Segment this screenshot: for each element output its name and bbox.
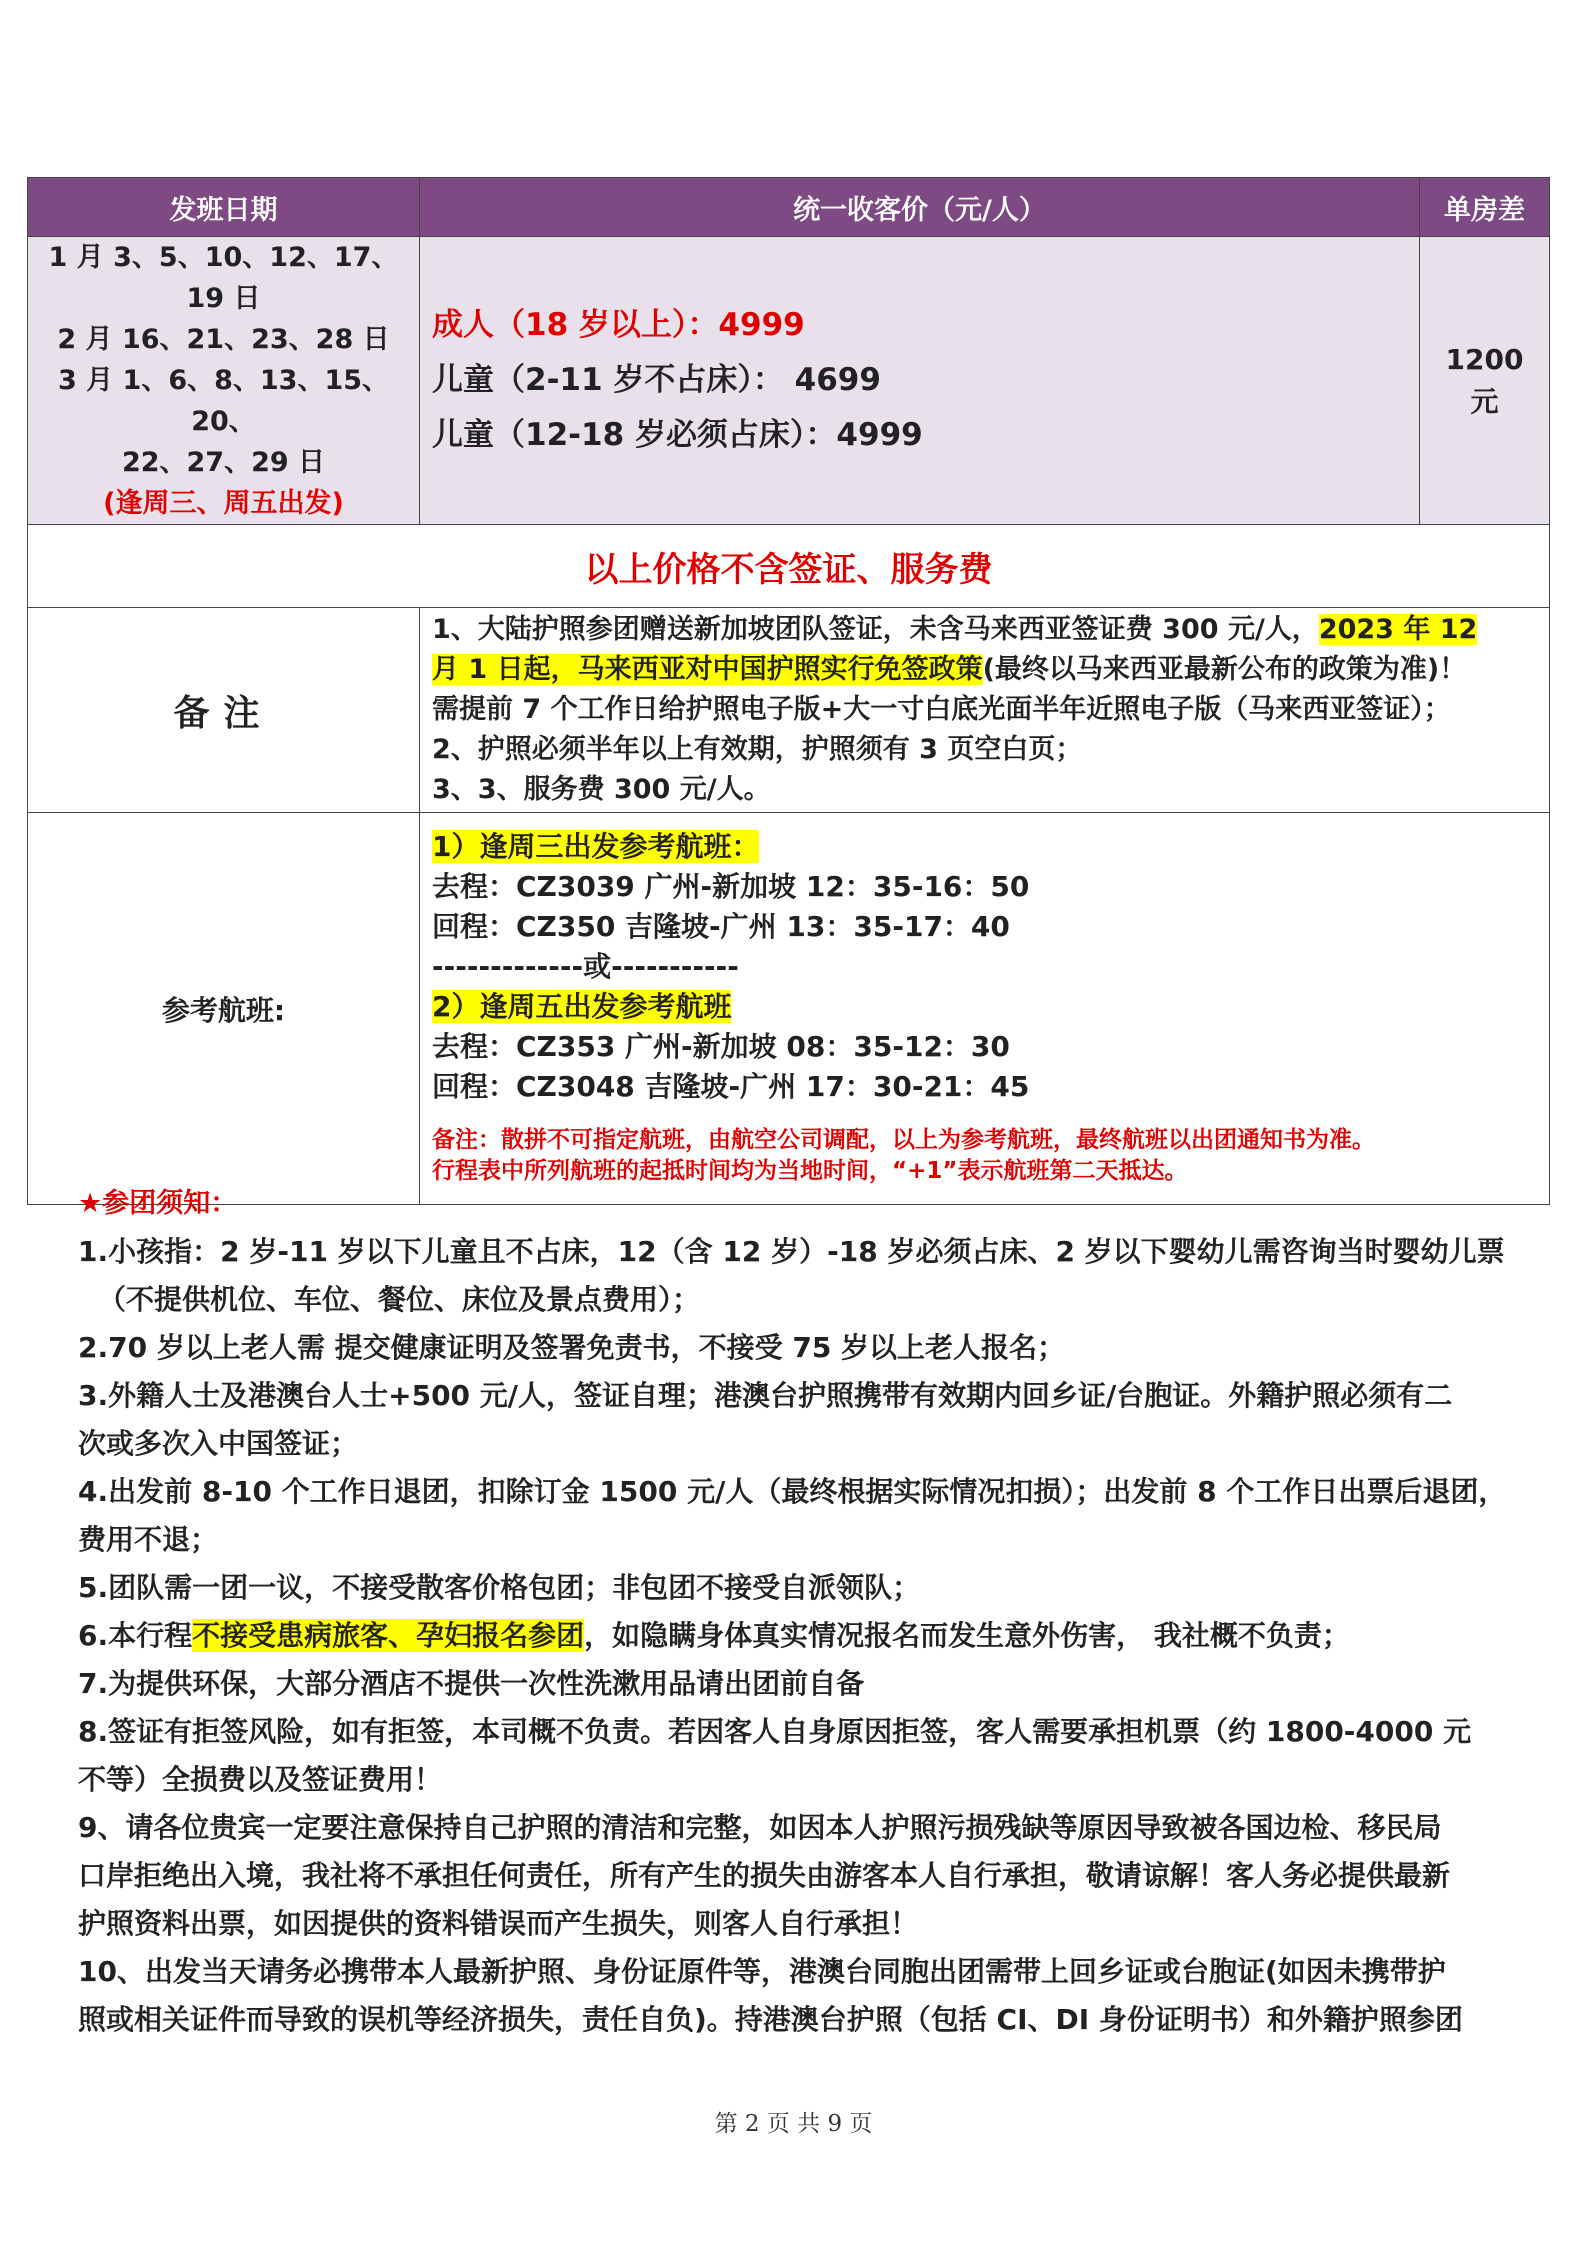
flights-label: 参考航班: [28,813,420,1205]
notice-item: 8.签证有拒签风险，如有拒签，本司概不负责。若因客人自身原因拒签，客人需要承担机票（约 1800-4000 元 [78,1715,1472,1748]
notice-item: 2.70 岁以上老人需 提交健康证明及签署免责书，不接受 75 岁以上老人报名； [78,1331,1066,1364]
dates-line: 2 月 16、21、23、28 日 [57,324,390,355]
notes-line: 需提前 7 个工作日给护照电子版+大一寸白底光面半年近照电子版（马来西亚签证）； [432,694,1451,725]
notice-item: 7.为提供环保，大部分酒店不提供一次性洗漱用品请出团前自备 [78,1667,865,1700]
notice-item-cont: 不等）全损费以及签证费用！ [78,1763,443,1796]
notice-item: 5.团队需一团一议，不接受散客价格包团；非包团不接受自派领队； [78,1571,921,1604]
notice-item: 3.外籍人士及港澳台人士+500 元/人，签证自理；港澳台护照携带有效期内回乡证/台胞证。外籍护照必须有二 [78,1379,1453,1412]
flight-outbound: 去程：CZ3039 广州-新加坡 12：35-16：50 [432,869,1030,903]
notice-item-cont: 口岸拒绝出入境，我社将不承担任何责任，所有产生的损失由游客本人自行承担，敬请谅解！客人务必提供最新 [78,1859,1451,1892]
price-table [27,177,1550,1205]
prices-cell [420,237,1420,525]
notice-item-cont: 费用不退； [78,1523,219,1556]
highlighted-text: 2023 年 12 [1318,614,1478,645]
single-supplement-unit: 元 [1470,384,1499,418]
page-footer: 第 2 页 共 9 页 [714,2111,873,2137]
flight-return: 回程：CZ350 吉隆坡-广州 13：35-17：40 [432,909,1010,943]
booking-notice-section [78,1180,1548,2044]
flight-remark: 行程表中所列航班的起抵时间均为当地时间，“+1”表示航班第二天抵达。 [432,1157,1188,1184]
price-row [28,237,1550,525]
dates-line: 1 月 3、5、10、12、17、 [48,242,399,273]
notice-item-cont: （不提供机位、车位、餐位、床位及景点费用）； [98,1283,701,1316]
flight-divider: -------------或----------- [432,949,739,983]
notice-item: 10、出发当天请务必携带本人最新护照、身份证原件等，港澳台同胞出团需带上回乡证或台胞证(如因未携带护 [78,1955,1446,1988]
notice-item: 4.出发前 8-10 个工作日退团，扣除订金 1500 元/人（最终根据实际情况扣损）；出发前 8 个工作日出票后退团， [78,1475,1507,1508]
highlighted-text: 1）逢周三出发参考航班： [432,829,760,863]
adult-price: 成人（18 岁以上）：4999 [432,307,805,343]
notice-item-cont: 次或多次入中国签证； [78,1427,359,1460]
flight-outbound: 去程：CZ353 广州-新加坡 08：35-12：30 [432,1029,1010,1063]
price-exclusion-row [28,525,1550,608]
header-dates: 发班日期 [28,178,420,237]
notes-label: 备注 [28,608,420,813]
notes-text: (最终以马来西亚最新公布的政策为准)！ [982,654,1467,685]
notice-item-cont: 照或相关证件而导致的误机等经济损失，责任自负)。持港澳台护照（包括 CI、DI 身份证明书）和外籍护照参团 [78,2003,1463,2036]
notice-item: 1.小孩指：2 岁-11 岁以下儿童且不占床，12（含 12 岁）-18 岁必须占床、2 岁以下婴幼儿需咨询当时婴幼儿票 [78,1235,1505,1268]
highlighted-text: 不接受患病旅客、孕妇报名参团 [192,1619,585,1652]
dates-line: 22、27、29 日 [121,447,326,478]
single-supplement-amount: 1200 [1445,342,1524,376]
price-exclusion-notice: 以上价格不含签证、服务费 [28,525,1550,608]
notice-item-cont: 护照资料出票，如因提供的资料错误而产生损失，则客人自行承担！ [78,1907,919,1940]
highlighted-text: 月 1 日起，马来西亚对中国护照实行免签政策 [432,654,983,685]
notes-line: 3、3、服务费 300 元/人。 [432,774,771,805]
notice-text: ，如隐瞒身体真实情况报名而发生意外伤害， 我社概不负责； [584,1619,1350,1652]
notes-text: 1、大陆护照参团赠送新加坡团队签证，未含马来西亚签证费 300 元/人， [432,614,1319,645]
flights-row [28,813,1550,1205]
notes-row [28,608,1550,813]
highlighted-text: 2）逢周五出发参考航班 [432,989,732,1023]
dates-line: 19 日 [186,283,261,314]
child-price-no-bed: 儿童（2-11 岁不占床）： 4699 [432,362,881,398]
child-price-with-bed: 儿童（12-18 岁必须占床）：4999 [432,417,923,453]
dates-weekday-note: (逢周三、周五出发) [103,488,344,519]
header-single-supplement: 单房差 [1420,178,1550,237]
flight-group-title [432,987,1541,1027]
flights-body [420,813,1550,1205]
notice-item: 9、请各位贵宾一定要注意保持自己护照的清洁和完整，如因本人护照污损残缺等原因导致被各国边检、移民局 [78,1811,1442,1844]
header-price: 统一收客价（元/人） [420,178,1420,237]
notes-line [432,650,1541,690]
notes-body [420,608,1550,813]
table-header-row [28,178,1550,237]
section-title: ★参团须知： [78,1188,238,1219]
dates-line: 3 月 1、6、8、13、15、20、 [57,365,390,437]
notice-item [78,1612,1548,1660]
notes-line [432,610,1541,650]
spacer [432,1107,1541,1125]
notes-line: 2、护照必须半年以上有效期，护照须有 3 页空白页； [432,734,1083,765]
flight-group-title [432,827,1541,867]
departure-dates-cell [28,237,420,525]
single-supplement-cell [1420,237,1550,525]
notice-text: 6.本行程 [78,1619,193,1652]
flight-remark: 备注：散拼不可指定航班，由航空公司调配，以上为参考航班，最终航班以出团通知书为准。 [432,1126,1375,1153]
flight-return: 回程：CZ3048 吉隆坡-广州 17：30-21：45 [432,1069,1030,1103]
